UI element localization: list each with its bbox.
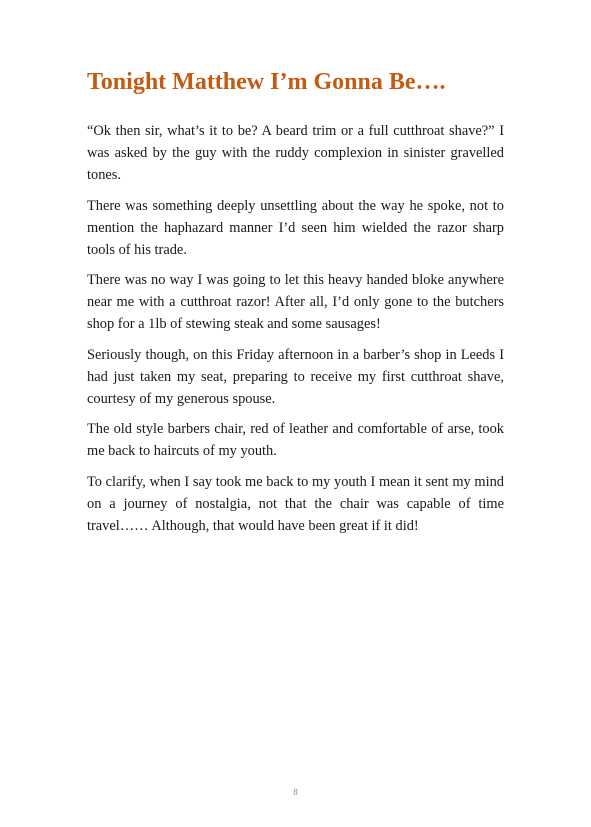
page-number: 8 (293, 787, 298, 797)
paragraph: To clarify, when I say took me back to my youth I mean it sent my mind on a journey of nostalgia, not that the chair was capable of time travel…… Although, that would have been great if it did! (87, 473, 504, 534)
paragraph: Seriously though, on this Friday afternoon in a barber’s shop in Leeds I had just taken my seat, preparing to receive my first cutthroat shave, courtesy of my generous spouse. (87, 346, 504, 407)
paragraph: “Ok then sir, what’s it to be? A beard trim or a full cutthroat shave?” I was asked by the guy with the ruddy complexion in sinister gravelled tones. (87, 123, 504, 183)
body-text (87, 120, 504, 545)
chapter-title: Tonight Matthew I’m Gonna Be…. (87, 69, 446, 95)
paragraph: There was something deeply unsettling about the way he spoke, not to mention the haphazard manner I’d seen him wielded the razor sharp tools of his trade. (87, 197, 504, 258)
paragraph: There was no way I was going to let this heavy handed bloke anywhere near me with a cutthroat razor! After all, I’d only gone to the butchers shop for a 1lb of stewing steak and some sausages! (87, 272, 504, 332)
paragraph: The old style barbers chair, red of leather and comfortable of arse, took me back to haircuts of my youth. (87, 421, 504, 459)
